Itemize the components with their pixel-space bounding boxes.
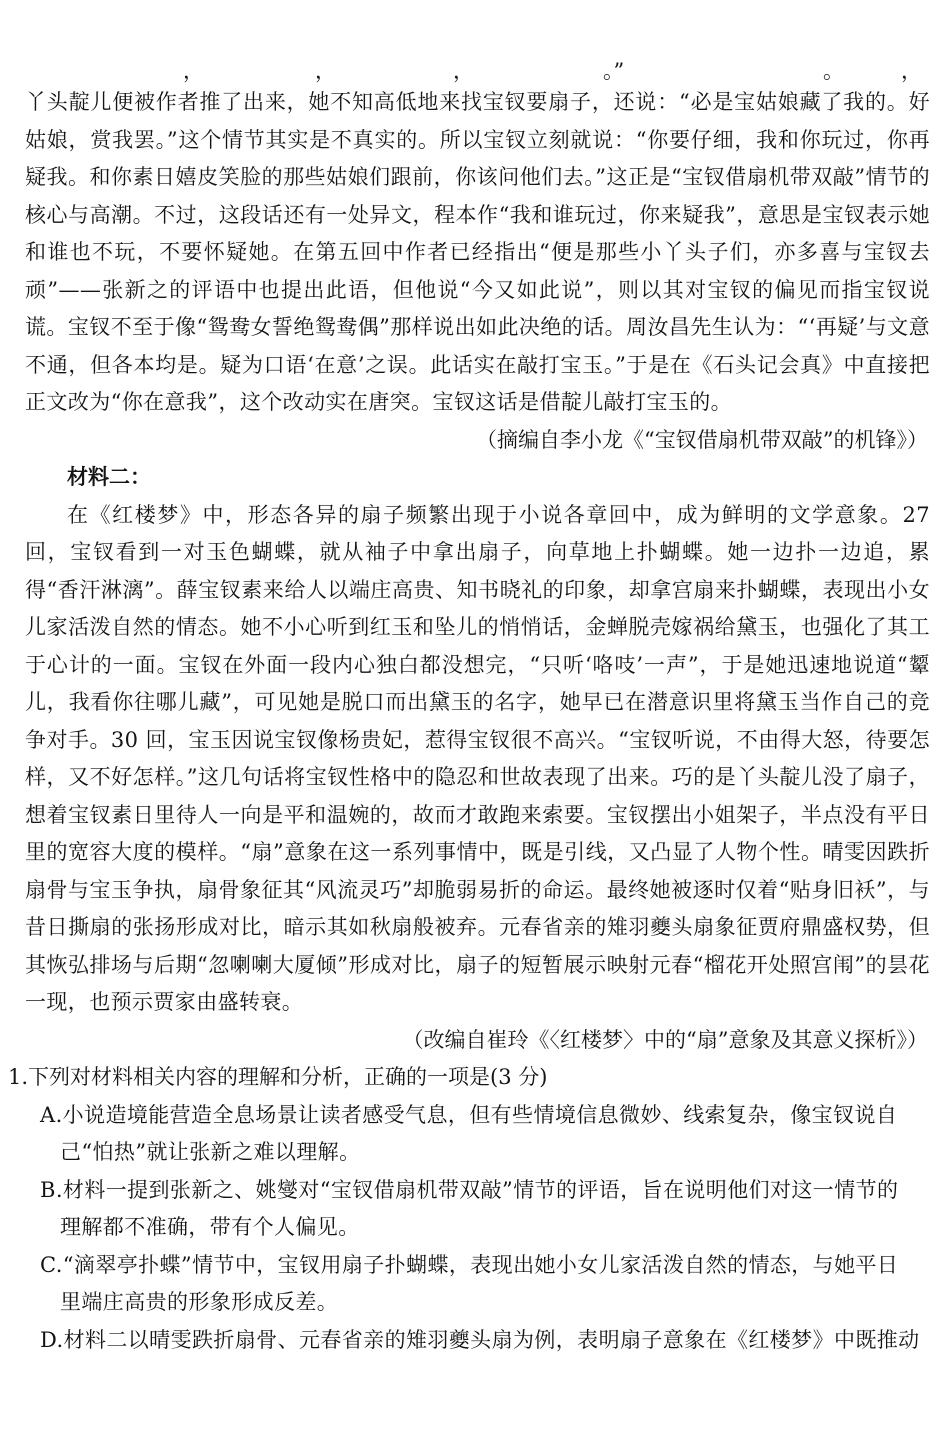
option-text-continued: 里端庄高贵的形象形成反差。 (60, 1290, 339, 1314)
material2-source: （改编自崔玲《〈红楼梦〉中的“扇”意象及其意义探析》） (402, 1027, 928, 1052)
option-label: C. (40, 1252, 63, 1277)
option-d[interactable] (25, 1322, 930, 1360)
exam-page (8, 58, 930, 1359)
option-text-continued: 理解都不准确，带有个人偏见。 (60, 1215, 360, 1239)
option-b[interactable] (25, 1172, 930, 1247)
option-text: 材料一提到张新之、姚燮对“宝钗借扇机带双敲”情节的评语，旨在说明他们对这一情节的 (62, 1177, 899, 1202)
material2-heading: 材料二： (67, 465, 151, 489)
option-text: 材料二以晴雯跌折扇骨、元春省亲的雉羽夔头扇为例，表明扇子意象在《红楼梦》中既推动 (63, 1327, 920, 1352)
option-text: “滴翠亭扑蝶”情节中，宝钗用扇子扑蝴蝶，表现出她小女儿家活泼自然的情态，与她平日 (62, 1252, 899, 1277)
punct-mark: 。” (603, 59, 625, 83)
option-label: A. (40, 1102, 63, 1127)
question-1-stem: 1.下列对材料相关内容的理解和分析，正确的一项是(3 分) (8, 1065, 548, 1089)
previous-line-fragment (25, 58, 930, 84)
option-text-continued: 己“怕热”就让张新之难以理解。 (60, 1140, 361, 1164)
material1-paragraph: 丫头靛儿便被作者推了出来，她不知高低地来找宝钗要扇子，还说：“必是宝姑娘藏了我的。好姑娘，赏我罢。”这个情节其实是不真实的。所以宝钗立刻就说：“你要仔细，我和你玩过，你再疑我。和你素日嬉皮笑脸的那些姑娘们跟前，你该问他们去。”这正是“宝钗借扇机带双敲”情节的核心与高潮。不过，这段话还有一处异文，程本作“我和谁玩过，你来疑我”，意思是宝钗表示她和谁也不玩，不要怀疑她。在第五回中作者已经指出“便是那些小丫头子们，亦多喜与宝钗去顽”——张新之的评语中也提出此语，但他说“今又如此说”，则以其对宝钗的偏见而指宝钗说谎。宝钗不至于像“鸳鸯女誓绝鸳鸯偶”那样说出如此决绝的话。周汝昌先生认为：“‘再疑’与文意不通，但各本均是。疑为口语‘在意’之误。此话实在敲打宝玉。”于是在《石头记会真》中直接把正文改为“你在意我”，这个改动实在唐突。宝钗这话是借靛儿敲打宝玉的。 (25, 90, 930, 414)
option-a[interactable] (25, 1097, 930, 1172)
punct-mark: ， (453, 59, 474, 83)
option-label: B. (40, 1177, 63, 1202)
punct-mark: ， (183, 59, 204, 83)
option-c[interactable] (25, 1247, 930, 1322)
punct-mark: ， (901, 59, 922, 83)
material1-source: （摘编自李小龙《“宝钗借扇机带双敲”的机锋》） (476, 427, 928, 452)
option-text: 小说造境能营造全息场景让读者感受气息，但有些情境信息微妙、线索复杂，像宝钗说自 (62, 1102, 898, 1127)
option-label: D. (40, 1327, 64, 1352)
material2-paragraph: 在《红楼梦》中，形态各异的扇子频繁出现于小说各章回中，成为鲜明的文学意象。27 回，宝钗看到一对玉色蝴蝶，就从袖子中拿出扇子，向草地上扑蝴蝶。她一边扑一边追，累得“香汗淋漓”。薛宝钗素来给人以端庄高贵、知书晓礼的印象，却拿宫扇来扑蝴蝶，表现出小女儿家活泼自然的情态。她不小心听到红玉和坠儿的悄悄话，金蝉脱壳嫁祸给黛玉，也强化了其工于心计的一面。宝钗在外面一段内心独白都没想完，“只听‘咯吱’一声”，于是她迅速地说道“颦儿，我看你往哪儿藏”，可见她是脱口而出黛玉的名字，她早已在潜意识里将黛玉当作自己的竞争对手。30 回，宝玉因说宝钗像杨贵妃，惹得宝钗很不高兴。“宝钗听说，不由得大怒，待要怎样，又不好怎样。”这几句话将宝钗性格中的隐忍和世故表现了出来。巧的是丫头靛儿没了扇子，想着宝钗素日里待人一向是平和温婉的，故而才敢跑来索要。宝钗摆出小姐架子，半点没有平日里的宽容大度的模样。“扇”意象在这一系列事情中，既是引线，又凸显了人物个性。晴雯因跌折扇骨与宝玉争执，扇骨象征其“风流灵巧”却脆弱易折的命运。最终她被逐时仅着“贴身旧袄”，与昔日撕扇的张扬形成对比，暗示其如秋扇般被弃。元春省亲的雉羽夔头扇象征贾府鼎盛权势，但其恢弘排场与后期“忽喇喇大厦倾”形成对比，扇子的短暂展示映射元春“榴花开处照宫闱”的昙花一现，也预示贾家由盛转衰。 (25, 502, 930, 1014)
punct-mark: ， (315, 59, 336, 83)
punct-mark: 。 (823, 59, 844, 83)
